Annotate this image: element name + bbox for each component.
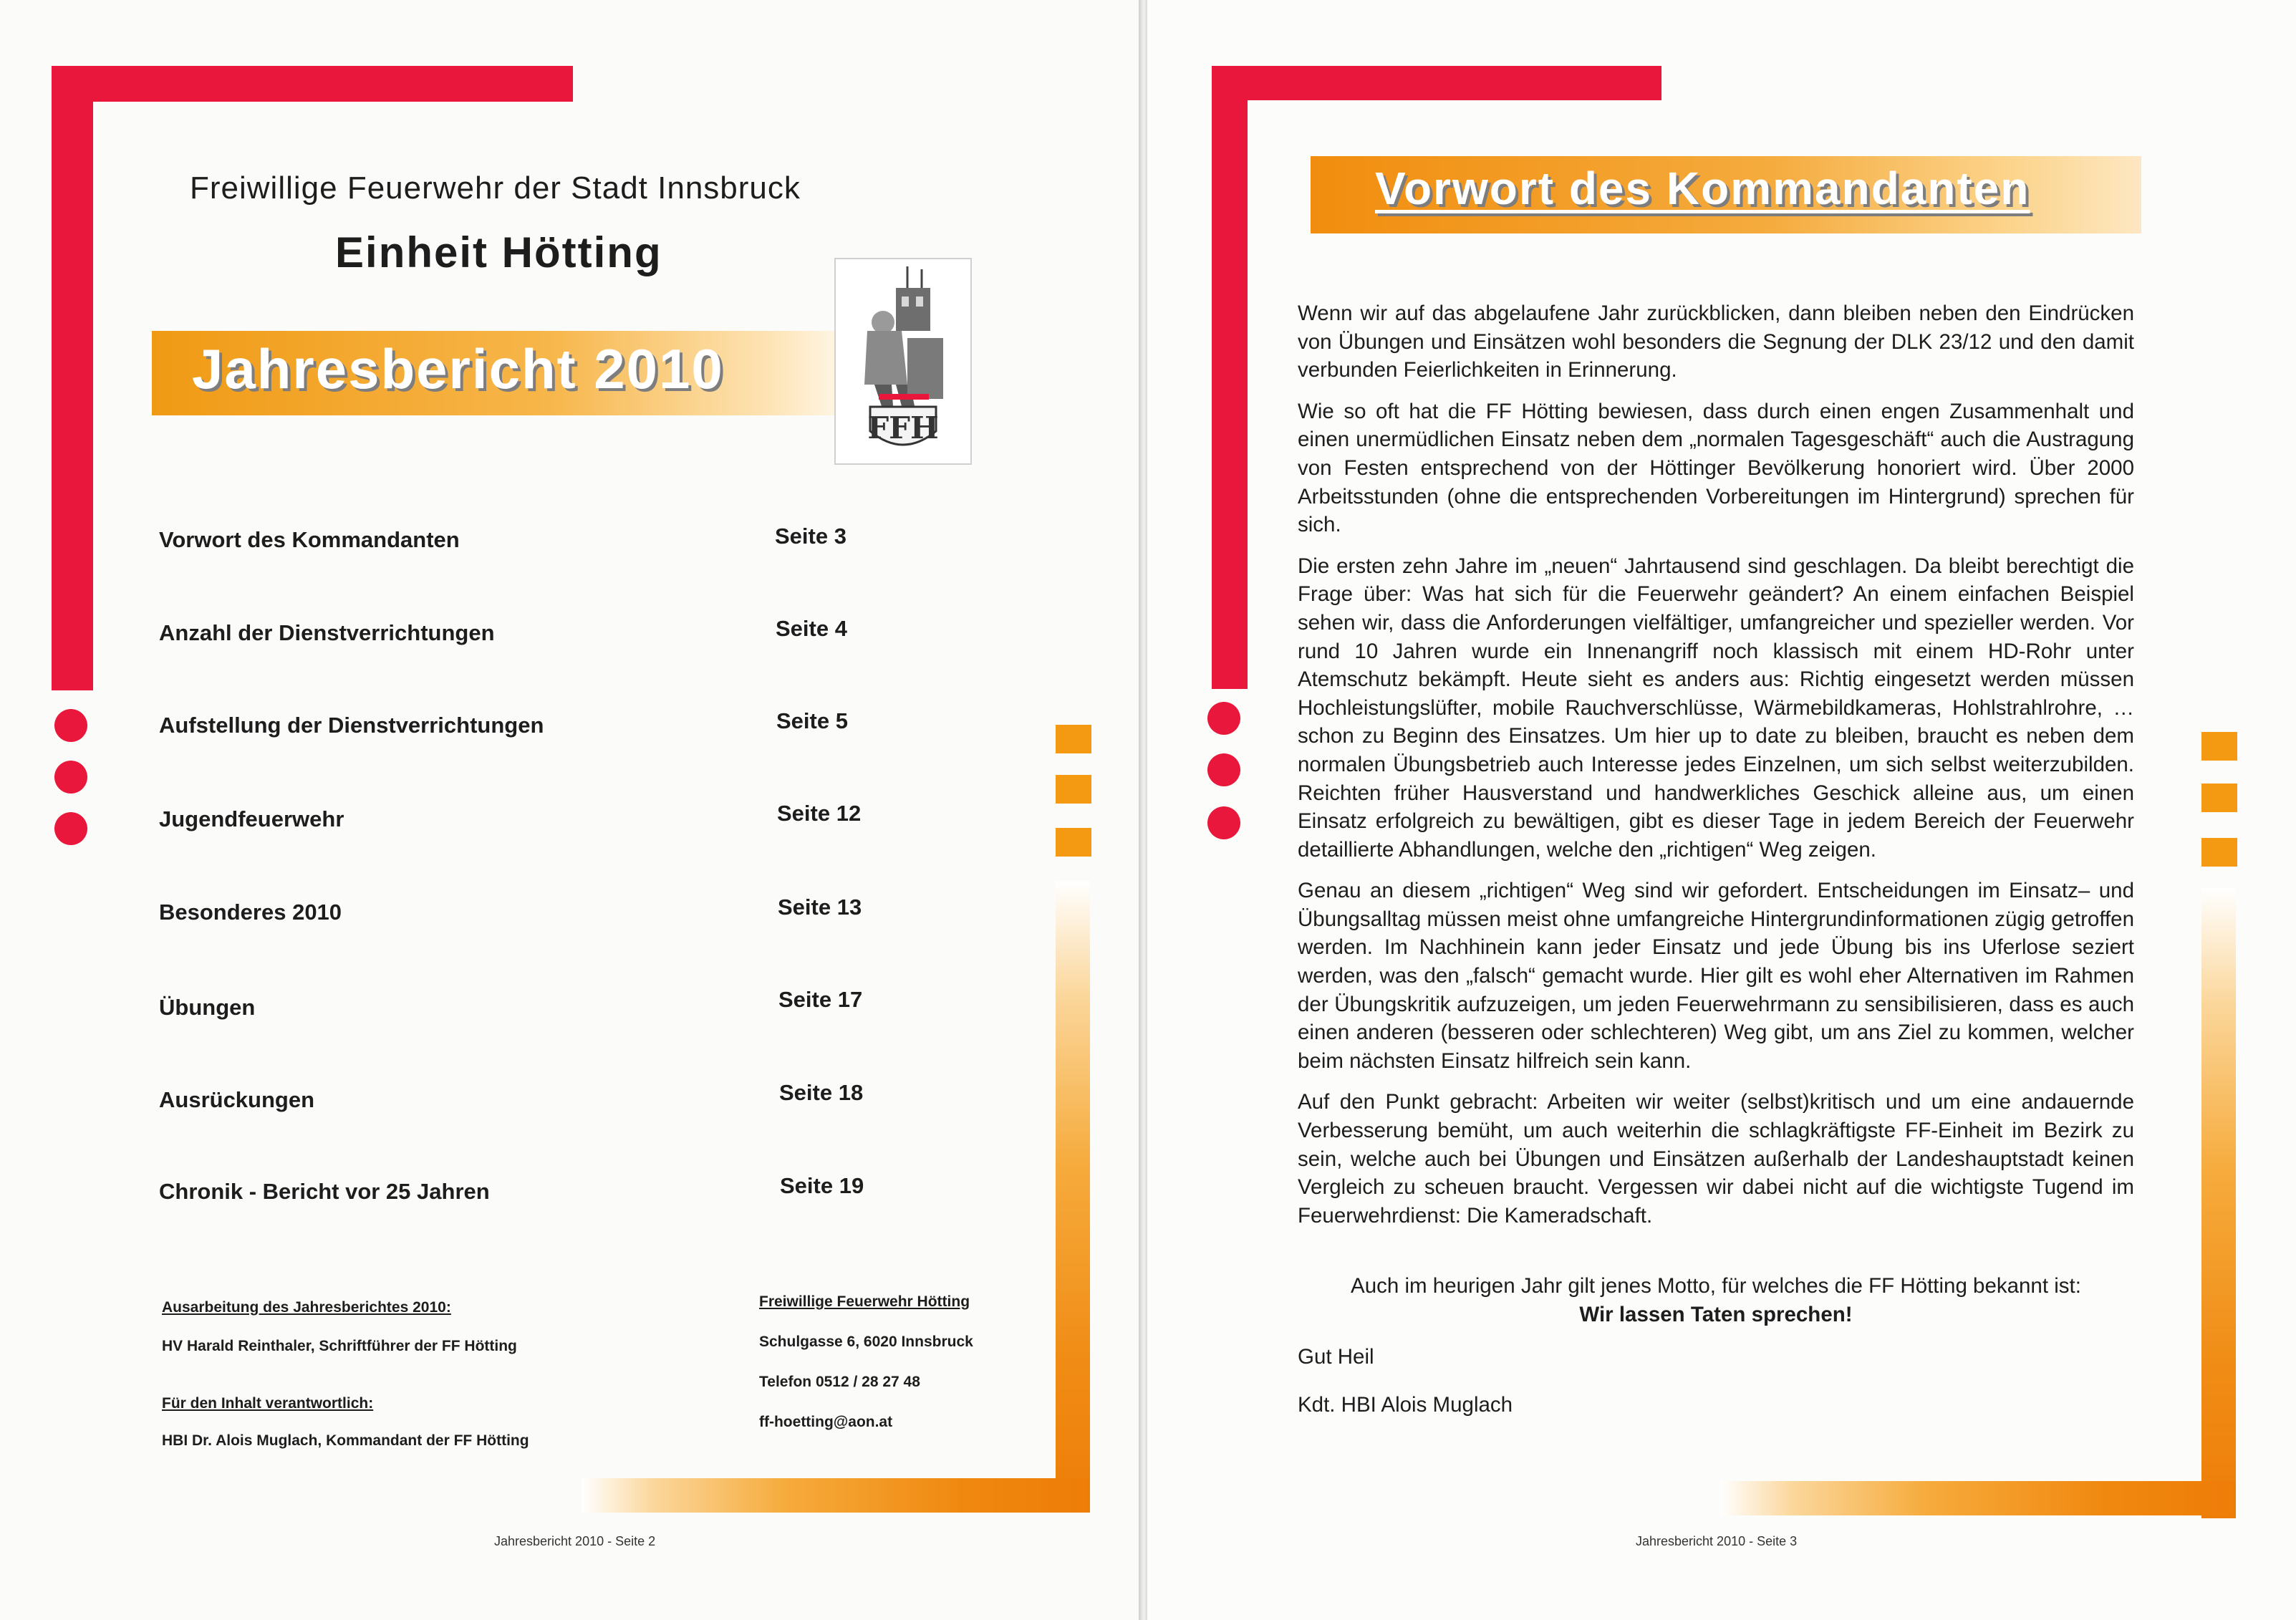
toc-item-label: Chronik - Bericht vor 25 Jahren <box>159 1179 490 1204</box>
orange-square <box>2201 784 2237 812</box>
red-dot <box>1207 806 1240 839</box>
red-frame-left <box>52 66 93 690</box>
imprint-address: Schulgasse 6, 6020 Innsbruck <box>759 1334 973 1350</box>
imprint-author-text: HV Harald Reinthaler, Schriftführer der FF Hötting <box>162 1338 517 1354</box>
toc-item-page: Seite 4 <box>776 616 847 641</box>
red-dot <box>54 812 87 845</box>
report-title: Jahresbericht 2010 <box>192 337 724 400</box>
orange-frame-right <box>2201 888 2236 1518</box>
page-footer: Jahresbericht 2010 - Seite 2 <box>494 1534 656 1548</box>
signature: Kdt. HBI Alois Muglach <box>1298 1393 1513 1417</box>
orange-square <box>1056 775 1091 804</box>
orange-frame-right <box>1056 881 1090 1511</box>
toc-item-page: Seite 19 <box>780 1173 864 1198</box>
left-page <box>0 0 1139 1620</box>
red-frame-top <box>1212 66 1661 100</box>
greeting: Gut Heil <box>1298 1345 1374 1369</box>
paragraph: Wie so oft hat die FF Hötting bewiesen, dass durch einen engen Zusammenhalt und einen unermüdlichen Einsatz neben dem „normalen Tagesgeschäft“ auch die Austragung von Festen entsprechend von der Höttinger Bevölkerung honoriert wird. Über 2000 Arbeitsstunden (ohne die entsprechenden Vorbereitungen im Hintergrund) sprechen für sich. <box>1298 399 2134 537</box>
imprint-email: ff-hoetting@aon.at <box>759 1414 893 1430</box>
paragraph: Auf den Punkt gebracht: Arbeiten wir weiter (selbst)kritisch und um eine andauernde Verbesserung bemüht, um auch weiterhin die schlagkräftigste FF-Einheit im Bezirk zu sein, welche auch bei Übungen und Einsätzen außerhalb der Landeshauptstadt keinen Vergleich zu scheuen braucht. Vergessen wir dabei nicht auf die wichtigste Tugend im Feuerwehrdienst: Die Kameradschaft. <box>1298 1090 2134 1228</box>
imprint-responsible-heading: Für den Inhalt verantwortlich: <box>162 1395 374 1412</box>
crest-monogram: FFH <box>867 410 939 445</box>
red-dot <box>1207 753 1240 786</box>
red-dot <box>54 709 87 742</box>
paragraph: Die ersten zehn Jahre im „neuen“ Jahrtausend sind geschlagen. Da bleibt berechtigt die Frage über: Was hat sich für die Feuerwehr geändert? An einem einfachen Beispiel sehen wir, dass die Anforderungen vielfältiger, umfangreicher und spezieller werden. Vor rund 10 Jahren wurde ein Innenangriff noch klassisch mit einem HD-Rohr unter Atemschutz bekämpft. Heute sieht es anders aus: Richtig eingesetzt werden müssen Hochleistungslüfter, mobile Rauchverschlüsse, Wärmebildkameras, Hohlstrahlrohre, … schon zu Beginn des Einsatzes. Um hier up to date zu bleiben, braucht es neben dem normalen Übungsbetrieb auch Interesse jedes Einzelnen, um sich selbst weiterzubilden. Reichten früher Hausverstand und handwerkliches Geschick alleine aus, um einen Einsatz erfolgreich zu bewältigen, gibt es dieser Tage in jedem Bereich der Feuerwehr detaillierte Abhandlungen, welche den „richtigen“ Weg zeigen. <box>1298 554 2134 862</box>
toc-item-page: Seite 5 <box>776 708 848 733</box>
paragraph: Wenn wir auf das abgelaufene Jahr zurückblicken, dann bleiben neben den Eindrücken von Übungen und Einsätzen wohl besonders die Segnung der DLK 23/12 und den damit verbunden Feierlichkeiten in Erinnerung. <box>1298 302 2134 382</box>
paragraph: Genau an diesem „richtigen“ Weg sind wir gefordert. Entscheidungen im Einsatz– und Übungsalltag müssen meist ohne umfangreiche Hintergrundinformationen zügig getroffen werden. Im Nachhinein kann jeder Einsatz und jede Übung bis ins Uferlose seziert werden, was den „falsch“ gemacht wurde. Hier gilt es wohl eher Alternativen im Rahmen der Übungskritik aufzuzeigen, um jeden Feuerwehrmann zu sensibilisieren, dass es auch einen anderen (besseren oder schlechteren) Weg gibt, um ans Ziel zu kommen, welcher beim nächsten Einsatz hilfreich sein kann. <box>1298 879 2134 1073</box>
page-footer: Jahresbericht 2010 - Seite 3 <box>1636 1534 1798 1548</box>
section-title: Vorwort des Kommandanten <box>1375 163 2030 214</box>
crest-logo <box>834 258 972 465</box>
orange-square <box>2201 838 2237 867</box>
toc-item-page: Seite 17 <box>778 987 863 1012</box>
page-gutter <box>1139 0 1147 1620</box>
toc-item-label: Aufstellung der Dienstverrichtungen <box>159 713 544 738</box>
orange-frame-bottom <box>1720 1481 2236 1515</box>
toc-item-label: Ausrückungen <box>159 1087 315 1112</box>
orange-square <box>2201 732 2237 761</box>
imprint-author-heading: Ausarbeitung des Jahresberichtes 2010: <box>162 1299 451 1316</box>
orange-frame-bottom <box>582 1478 1090 1513</box>
toc-item-label: Jugendfeuerwehr <box>159 806 344 831</box>
toc-item-label: Anzahl der Dienstverrichtungen <box>159 620 495 645</box>
motto: Wir lassen Taten sprechen! <box>1579 1303 1853 1326</box>
red-dot <box>54 761 87 794</box>
organization-name: Freiwillige Feuerwehr der Stadt Innsbruck <box>190 170 801 206</box>
toc-item-label: Vorwort des Kommandanten <box>159 527 460 552</box>
orange-square <box>1056 828 1091 857</box>
toc-item-page: Seite 3 <box>775 524 846 549</box>
unit-name: Einheit Hötting <box>335 228 662 276</box>
toc-item-page: Seite 12 <box>777 801 862 826</box>
red-frame-top <box>52 66 573 102</box>
imprint-org-heading: Freiwillige Feuerwehr Hötting <box>759 1293 970 1310</box>
imprint-phone: Telefon 0512 / 28 27 48 <box>759 1374 920 1390</box>
foreword-body <box>1298 299 2134 1243</box>
red-dot <box>1207 702 1240 735</box>
toc-item-page: Seite 18 <box>779 1080 864 1105</box>
red-frame-left <box>1212 66 1248 689</box>
imprint-responsible-text: HBI Dr. Alois Muglach, Kommandant der FF Hötting <box>162 1432 529 1449</box>
motto-block <box>1298 1272 2134 1329</box>
toc-item-page: Seite 13 <box>778 895 862 920</box>
orange-square <box>1056 725 1091 753</box>
motto-intro: Auch im heurigen Jahr gilt jenes Motto, für welches die FF Hötting bekannt ist: <box>1351 1274 2081 1298</box>
toc-item-label: Besonderes 2010 <box>159 900 342 925</box>
toc-item-label: Übungen <box>159 995 256 1020</box>
